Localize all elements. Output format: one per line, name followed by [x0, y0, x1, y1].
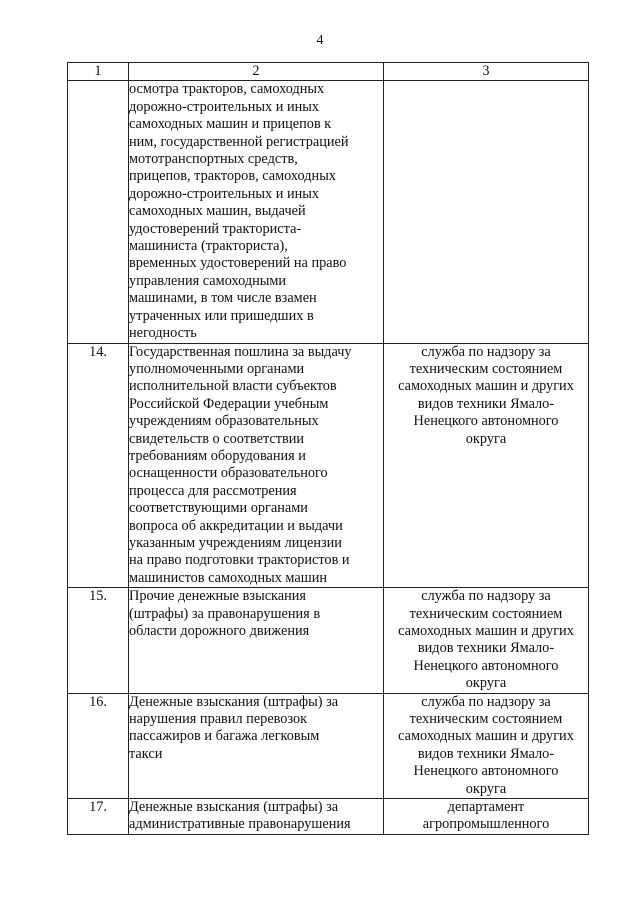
description-line: административные правонарушения	[129, 816, 351, 833]
description-line: машиниста (тракториста),	[129, 238, 288, 255]
row-number	[68, 81, 129, 343]
row-number: 15.	[68, 588, 129, 693]
row-administrator	[384, 588, 589, 693]
column-header-1: 1	[68, 63, 129, 81]
description-line: дорожно-строительных и иных	[129, 185, 320, 202]
table-header-row	[68, 63, 589, 81]
administrator-line: техническим состоянием	[409, 711, 563, 728]
administrator-line: Ненецкого автономного	[413, 763, 559, 780]
description-line: исполнительной власти субъектов	[129, 378, 337, 395]
description-line: Денежные взыскания (штрафы) за	[129, 693, 339, 710]
description-line: машинистов самоходных машин	[129, 569, 328, 586]
column-header-2: 2	[129, 63, 384, 81]
table-row	[68, 799, 589, 835]
description-line: учреждениям образовательных	[129, 413, 319, 430]
description-line: процесса для рассмотрения	[129, 482, 297, 499]
row-description	[129, 693, 384, 798]
description-line: машинами, в том числе взамен	[129, 290, 317, 307]
description-line: на право подготовки трактористов и	[129, 552, 350, 569]
administrator-line: самоходных машин и других	[398, 728, 574, 745]
description-line: (штрафы) за правонарушения в	[129, 605, 321, 622]
description-line: оснащенности образовательного	[129, 465, 328, 482]
description-line: уполномоченными органами	[129, 360, 305, 377]
administrator-line: видов техники Ямало-	[417, 745, 555, 762]
description-line: соответствующими органами	[129, 500, 308, 517]
description-line: самоходных машин, выдачей	[129, 203, 306, 220]
administrator-line: агропромышленного	[422, 816, 550, 833]
description-line: указанным учреждениям лицензии	[129, 534, 342, 551]
row-description	[129, 343, 384, 588]
administrator-line: самоходных машин и других	[398, 623, 574, 639]
administrator-line: служба по надзору за	[421, 343, 551, 360]
row-number: 17.	[68, 799, 129, 835]
description-line: прицепов, тракторов, самоходных	[129, 168, 336, 185]
description-line: свидетельств о соответствии	[129, 430, 305, 447]
administrator-line: Ненецкого автономного	[413, 657, 559, 674]
description-line: пассажиров и багажа легковым	[129, 728, 320, 745]
administrator-line: департамент	[447, 799, 525, 816]
administrator-line: округа	[465, 675, 507, 692]
description-line: временных удостоверений на право	[129, 255, 347, 272]
description-line: Денежные взыскания (штрафы) за	[129, 799, 339, 816]
description-line: ним, государственной регистрацией	[129, 133, 349, 150]
administrator-line: служба по надзору за	[421, 693, 551, 710]
administrator-line: служба по надзору за	[421, 588, 551, 605]
description-line: Государственная пошлина за выдачу	[129, 343, 352, 360]
administrator-line: самоходных машин и других	[398, 378, 574, 395]
row-number: 16.	[68, 693, 129, 798]
column-header-3: 3	[384, 63, 589, 81]
table-row	[68, 693, 589, 798]
administrator-line: видов техники Ямало-	[417, 640, 555, 657]
description-line: мототранспортных средств,	[129, 151, 298, 168]
row-administrator	[384, 81, 589, 343]
description-line: такси	[129, 745, 163, 762]
row-administrator	[384, 343, 589, 588]
description-line: области дорожного движения	[129, 623, 310, 639]
description-line: управления самоходными	[129, 272, 287, 289]
page-number: 4	[316, 33, 324, 48]
table-row	[68, 81, 589, 343]
row-description	[129, 81, 384, 343]
administrator-line: округа	[465, 780, 507, 797]
description-line: утраченных или пришедших в	[129, 307, 314, 324]
description-line: негодность	[129, 325, 197, 342]
table-row	[68, 343, 589, 588]
row-description	[129, 588, 384, 693]
row-description	[129, 799, 384, 835]
description-line: самоходных машин и прицепов к	[129, 116, 332, 133]
description-line: удостоверений тракториста-	[129, 220, 302, 237]
administrator-line: техническим состоянием	[409, 360, 563, 377]
row-administrator	[384, 693, 589, 798]
description-line: требованиям оборудования и	[129, 447, 306, 464]
description-line: Российской Федерации учебным	[129, 395, 329, 412]
description-line: дорожно-строительных и иных	[129, 98, 320, 115]
administrator-line: Ненецкого автономного	[413, 413, 559, 430]
administrator-line: видов техники Ямало-	[417, 395, 555, 412]
description-line: вопроса об аккредитации и выдачи	[129, 517, 343, 534]
administrator-line: техническим состоянием	[409, 605, 563, 622]
row-administrator	[384, 799, 589, 835]
description-line: осмотра тракторов, самоходных	[129, 81, 325, 98]
description-line: нарушения правил перевозок	[129, 711, 308, 728]
table-row	[68, 588, 589, 693]
administrator-line: округа	[465, 430, 507, 447]
row-number: 14.	[68, 343, 129, 588]
description-line: Прочие денежные взыскания	[129, 588, 306, 605]
revenue-table	[67, 62, 589, 835]
